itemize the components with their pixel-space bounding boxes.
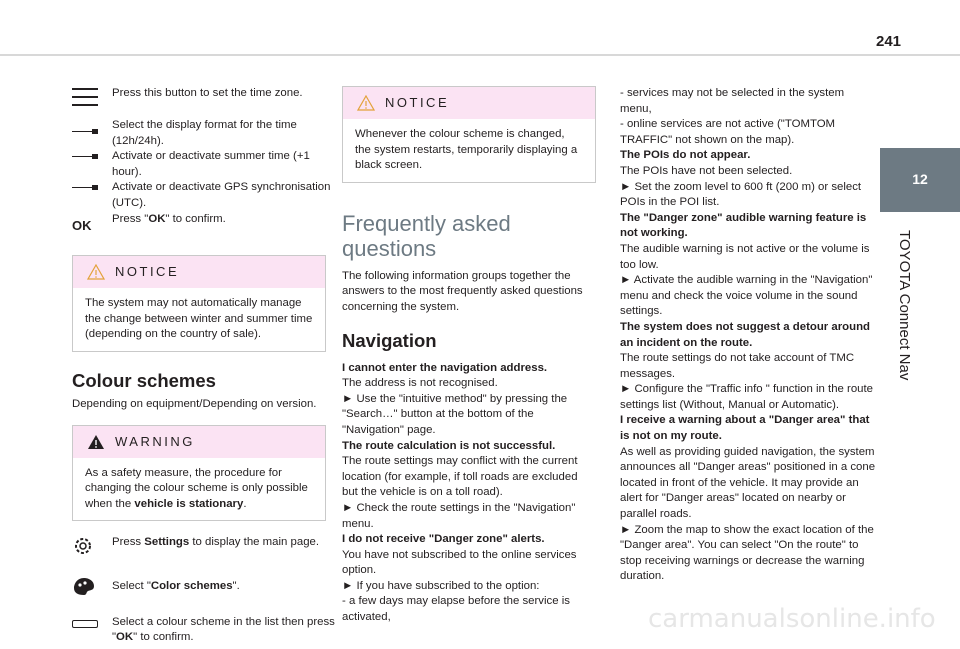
notice-box-1 <box>72 255 326 352</box>
warning-box <box>72 425 326 522</box>
warning-triangle-icon <box>357 95 375 111</box>
color-schemes-text: Select "Color schemes". <box>112 579 240 592</box>
format-text: Select the display format for the time (12h/24h). <box>112 119 297 147</box>
column-1 <box>72 86 342 646</box>
gps-row <box>72 180 342 211</box>
hamburger-icon <box>72 86 102 106</box>
settings-row <box>72 535 342 563</box>
ok-text: Press "OK" to confirm. <box>112 212 226 225</box>
faq-heading: Frequently asked questions <box>342 210 511 261</box>
list-bar-icon <box>72 615 102 628</box>
warning-triangle-icon <box>87 434 105 450</box>
column-3 <box>620 86 876 585</box>
time-zone-text: Press this button to set the time zone. <box>112 87 303 99</box>
notice-body: Whenever the colour scheme is changed, the system restarts, temporarily displaying a black screen. <box>355 128 578 172</box>
navigation-heading: Navigation <box>342 329 437 351</box>
column-2 <box>342 86 594 626</box>
ok-row <box>72 212 342 234</box>
warning-header <box>73 426 325 458</box>
gear-icon <box>72 535 102 563</box>
time-zone-row <box>72 86 342 118</box>
toggle-icon <box>72 180 102 192</box>
notice-header <box>73 256 325 288</box>
page-number: 241 <box>876 33 902 50</box>
gps-text: Activate or deactivate GPS synchronisation (UTC). <box>112 181 331 209</box>
summer-time-text: Activate or deactivate summer time (+1 hour). <box>112 150 310 178</box>
color-schemes-row <box>72 575 342 603</box>
palette-icon <box>72 575 102 603</box>
ok-icon: OK <box>72 217 92 233</box>
header-rule <box>0 54 960 56</box>
faq-intro: The following information groups together the answers to the most frequently asked questions concerning the system. <box>342 269 583 313</box>
column-3-text: - services may not be selected in the system menu, - online services are not active ("TOMTOM TRAFFIC" not shown on the map). The POIs do not appear. The POIs have not been selected. ► Set the zoom level to 600 ft (200 m) or select POIs in the POI list. The "Danger zone" audible warning feature is not working. The audible warning is not active or the volume is too low. ► Activate the audible warning in the "Navigation" menu and check the voice volume in the sound settings. The system does not suggest a detour around an incident on the route. The route settings do not take account of TMC messages. ► Configure the "Traffic info " function in the route settings list (Without, Manual or Automatic). I receive a warning about a "Danger area" that is not on my route. As well as providing guided navigation, the system announces all "Danger areas" positioned in a cone located in front of the vehicle. It may provide an alert for "Danger areas" located on nearby or parallel roads. ► Zoom the map to show the exact location of the "Danger area". You can select "On the route" to stop receiving warnings or decrease the warning duration. <box>620 87 876 583</box>
watermark: carmanualsonline.info <box>648 604 936 634</box>
warning-triangle-icon <box>87 264 105 280</box>
sidebar-title: TOYOTA Connect Nav <box>896 230 913 381</box>
notice-label: NOTICE <box>115 264 180 280</box>
select-scheme-row <box>72 615 342 646</box>
notice-header <box>343 87 595 119</box>
format-row <box>72 118 342 149</box>
select-scheme-text: Select a colour scheme in the list then press "OK" to confirm. <box>112 615 335 644</box>
settings-text: Press Settings to display the main page. <box>112 536 320 549</box>
warning-body: As a safety measure, the procedure for changing the colour scheme is only possible when the vehicle is stationary. <box>85 466 308 510</box>
toggle-icon <box>72 118 102 136</box>
notice-box-2 <box>342 86 596 183</box>
toggle-icon <box>72 149 102 161</box>
colour-schemes-heading: Colour schemes <box>72 369 216 391</box>
notice-label: NOTICE <box>385 95 450 111</box>
chapter-tab: 12 <box>880 148 960 212</box>
notice-body: The system may not automatically manage the change between winter and summer time (depending on the country of sale). <box>85 297 313 341</box>
warning-label: WARNING <box>115 433 195 449</box>
summer-time-row <box>72 149 342 180</box>
navigation-faq: I cannot enter the navigation address. The address is not recognised. ► Use the "intuitive method" by pressing the "Search…" button at the bottom of the "Navigation" page. The route calculation is not successful. The route settings may conflict with the current location (for example, if toll roads are excluded but the vehicle is on a toll road). ► Check the route settings in the "Navigation" menu. I do not receive "Danger zone" alerts. You have not subscribed to the online services option. ► If you have subscribed to the option: - a few days may elapse before the service is activated, <box>342 361 578 624</box>
colour-intro: Depending on equipment/Depending on version. <box>72 397 317 410</box>
